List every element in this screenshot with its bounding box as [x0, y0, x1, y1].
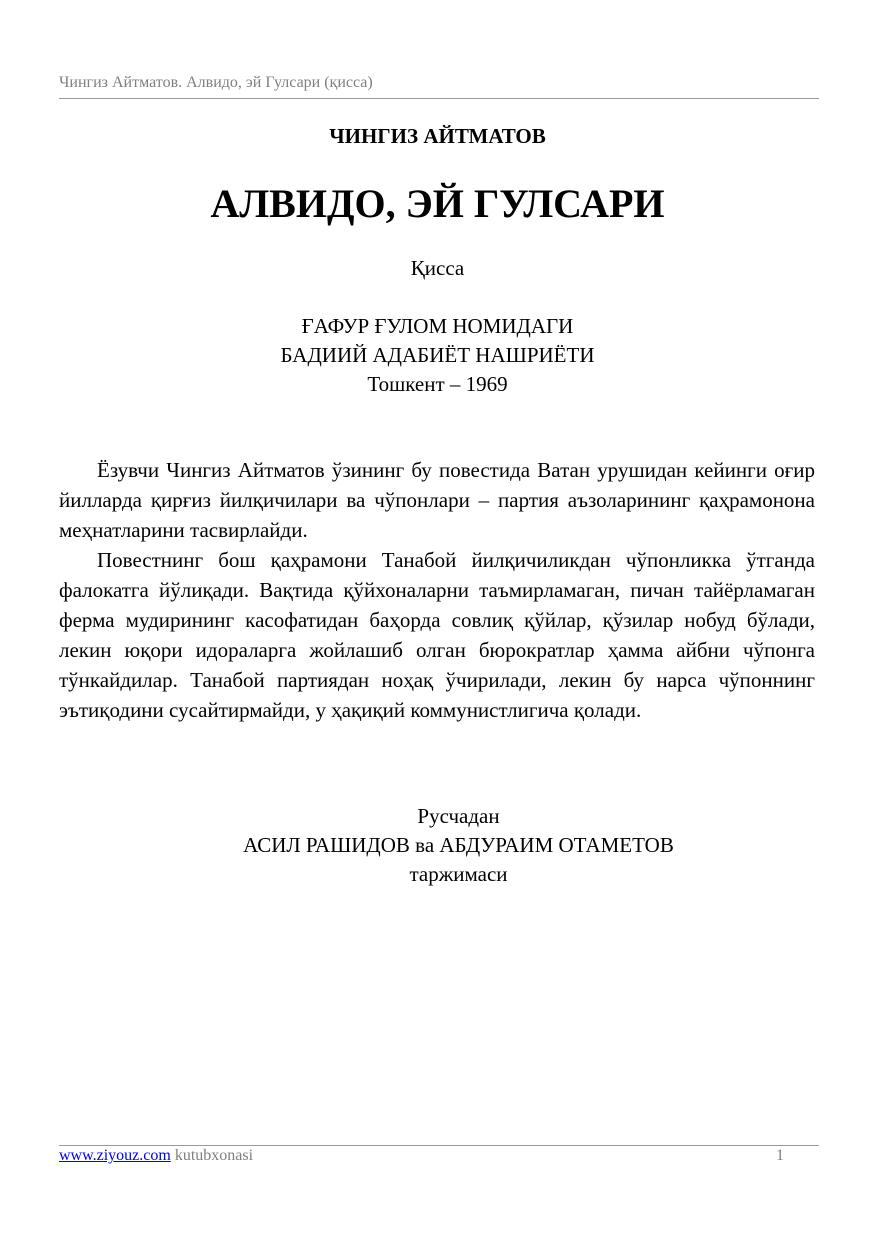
publisher-line-2: БАДИИЙ АДАБИЁТ НАШРИЁТИ	[280, 343, 595, 367]
book-title: АЛВИДО, ЭЙ ГУЛСАРИ	[210, 181, 665, 226]
genre-label: Қисса	[410, 256, 465, 280]
header-divider	[59, 98, 819, 99]
publisher-city-year: Тошкент – 1969	[367, 372, 508, 396]
footer-source	[59, 1147, 253, 1165]
publisher-line-1: ҒАФУР ҒУЛОМ НОМИДАГИ	[301, 314, 574, 338]
translator-names: АСИЛ РАШИДОВ ва АБДУРАИМ ОТАМЕТОВ	[243, 833, 674, 857]
site-link[interactable]: www.ziyouz.com	[59, 1147, 171, 1164]
translators-block	[0, 802, 875, 889]
running-header: Чингиз Айтматов. Алвидо, эй Гулсари (қисса)	[59, 74, 373, 91]
annotation-paragraph-2: Повестнинг бош қаҳрамони Танабой йилқичиликдан чўпонликка ўтганда фалокатга йўлиқади. Вақтида қўйхоналарни таъмирламаган, пичан тайёрламаган ферма мудирининг касофатидан баҳорда совлиқ қўйлар, қўзилар нобуд бўлади, лекин юқори идораларга жойлашиб олган бюрократлар ҳамма айбни чўпонга тўнкайдилар. Танабой партиядан ноҳақ ўчирилади, лекин бу нарса чўпоннинг эътиқодини сусайтирмайди, у ҳақиқий коммунистлигича қолади.	[59, 548, 815, 722]
page-number: 1	[776, 1147, 784, 1164]
translation-label: таржимаси	[409, 862, 508, 886]
footer-divider	[59, 1145, 819, 1146]
annotation	[59, 455, 815, 725]
footer-suffix: kutubxonasi	[170, 1147, 254, 1164]
translated-from: Русчадан	[417, 804, 500, 828]
publisher-block	[0, 312, 875, 399]
annotation-paragraph-1: Ёзувчи Чингиз Айтматов ўзининг бу повестида Ватан урушидан кейинги оғир йилларда қирғиз йилқичилари ва чўпонлари – партия аъзоларининг қаҳрамонона меҳнатларини тасвирлайди.	[59, 458, 815, 542]
author-name: ЧИНГИЗ АЙТМАТОВ	[329, 124, 546, 148]
